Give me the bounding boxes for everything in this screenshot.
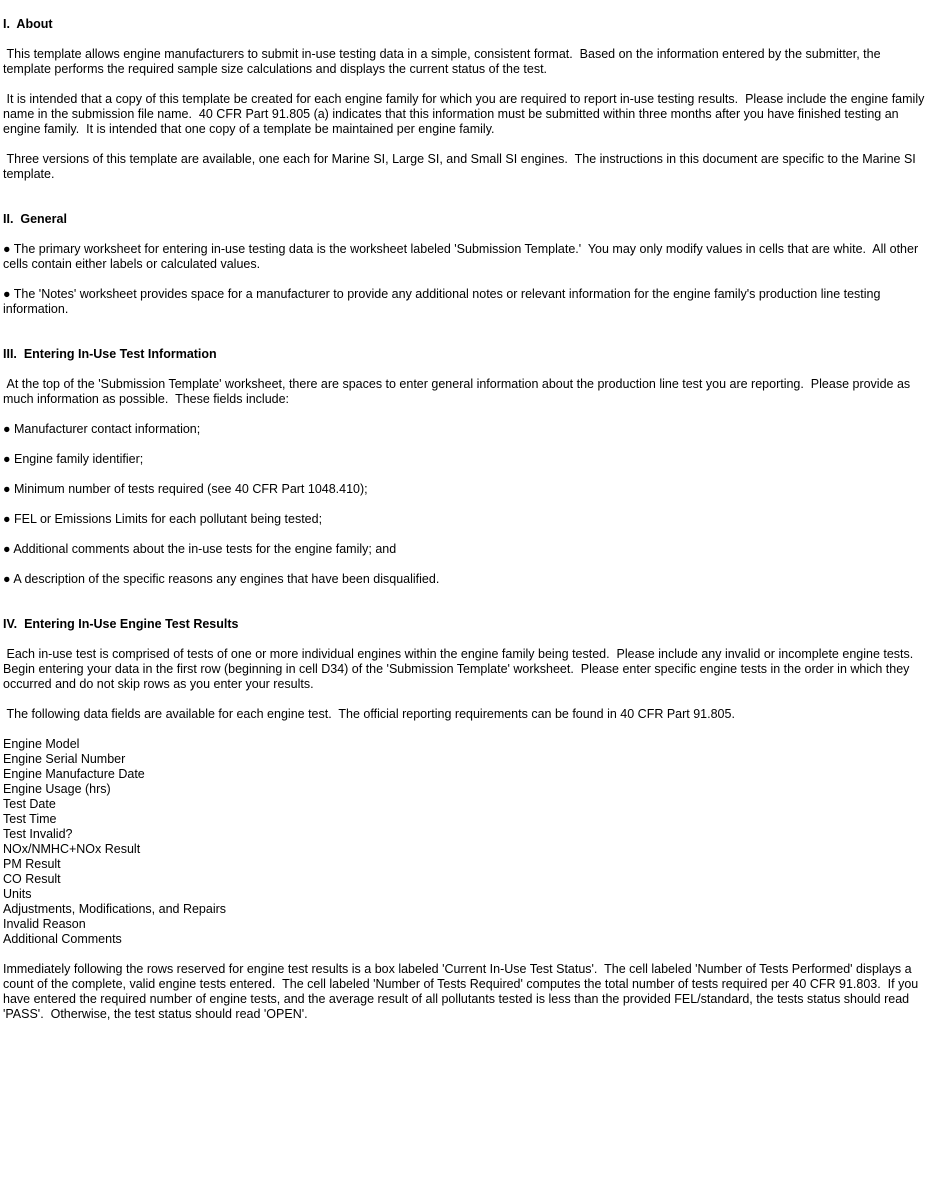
general-bullet-2: ● The 'Notes' worksheet provides space for a manufacturer to provide any additional notes or relevant information for the engine family's production line testing information. <box>3 287 884 316</box>
list-item: Invalid Reason <box>3 917 86 931</box>
info-bullet-fel: ● FEL or Emissions Limits for each pollutant being tested; <box>3 512 323 526</box>
list-item: Engine Model <box>3 737 80 751</box>
section-heading-entering-results: IV. Entering In-Use Engine Test Results <box>3 617 239 631</box>
section-heading-about: I. About <box>3 17 53 31</box>
info-bullet-contact: ● Manufacturer contact information; <box>3 422 201 436</box>
list-item: NOx/NMHC+NOx Result <box>3 842 141 856</box>
list-item: Engine Usage (hrs) <box>3 782 111 796</box>
list-item: CO Result <box>3 872 61 886</box>
info-bullet-family-id: ● Engine family identifier; <box>3 452 144 466</box>
list-item: Test Invalid? <box>3 827 73 841</box>
list-item: Adjustments, Modifications, and Repairs <box>3 902 227 916</box>
info-bullet-min-tests: ● Minimum number of tests required (see 40 CFR Part 1048.410); <box>3 482 368 496</box>
results-paragraph-1: Each in-use test is comprised of tests of one or more individual engines within the engine family being tested. Please include any invalid or incomplete engine tests. Begin entering your data in the first row (beginning in cell D34) of the 'Submission Template' worksheet. Please enter specific engine tests in the order in which they occurred and do not skip rows as you enter your results. <box>3 647 921 691</box>
results-paragraph-2: The following data fields are available for each engine test. The official reporting requirements can be found in 40 CFR Part 91.805. <box>3 707 735 721</box>
info-bullet-disqualified: ● A description of the specific reasons any engines that have been disqualified. <box>3 572 440 586</box>
general-bullet-1: ● The primary worksheet for entering in-use testing data is the worksheet labeled 'Submission Template.' You may only modify values in cells that are white. All other cells contain either labels or calculated values. <box>3 242 922 271</box>
list-item: PM Result <box>3 857 61 871</box>
list-item: Units <box>3 887 32 901</box>
data-field-list <box>3 737 929 947</box>
list-item: Test Date <box>3 797 56 811</box>
about-paragraph-1: This template allows engine manufacturers to submit in-use testing data in a simple, consistent format. Based on the information entered by the submitter, the template performs the required sample size calculations and displays the current status of the test. <box>3 47 885 76</box>
list-item: Additional Comments <box>3 932 122 946</box>
info-bullet-comments: ● Additional comments about the in-use tests for the engine family; and <box>3 542 397 556</box>
section-heading-general: II. General <box>3 212 67 226</box>
section-heading-entering-info: III. Entering In-Use Test Information <box>3 347 217 361</box>
results-paragraph-3: Immediately following the rows reserved for engine test results is a box labeled 'Current In-Use Test Status'. The cell labeled 'Number of Tests Performed' displays a count of the complete, valid engine tests entered. The cell labeled 'Number of Tests Required' computes the total number of tests required per 40 CFR 91.803. If you have entered the required number of engine tests, and the average result of all pollutants tested is less than the provided FEL/standard, the tests status should read 'PASS'. Otherwise, the test status should read 'OPEN'. <box>3 962 922 1021</box>
entering-info-paragraph: At the top of the 'Submission Template' worksheet, there are spaces to enter general information about the production line test you are reporting. Please provide as much information as possible. These fields include: <box>3 377 914 406</box>
list-item: Engine Manufacture Date <box>3 767 145 781</box>
about-paragraph-2: It is intended that a copy of this template be created for each engine family for which you are required to report in-use testing results. Please include the engine family name in the submission file name. 40 CFR Part 91.805 (a) indicates that this information must be submitted within three months after you have finished testing an engine family. It is intended that one copy of a template be maintained per engine family. <box>3 92 928 136</box>
list-item: Engine Serial Number <box>3 752 126 766</box>
list-item: Test Time <box>3 812 57 826</box>
about-paragraph-3: Three versions of this template are available, one each for Marine SI, Large SI, and Small SI engines. The instructions in this document are specific to the Marine SI template. <box>3 152 920 181</box>
